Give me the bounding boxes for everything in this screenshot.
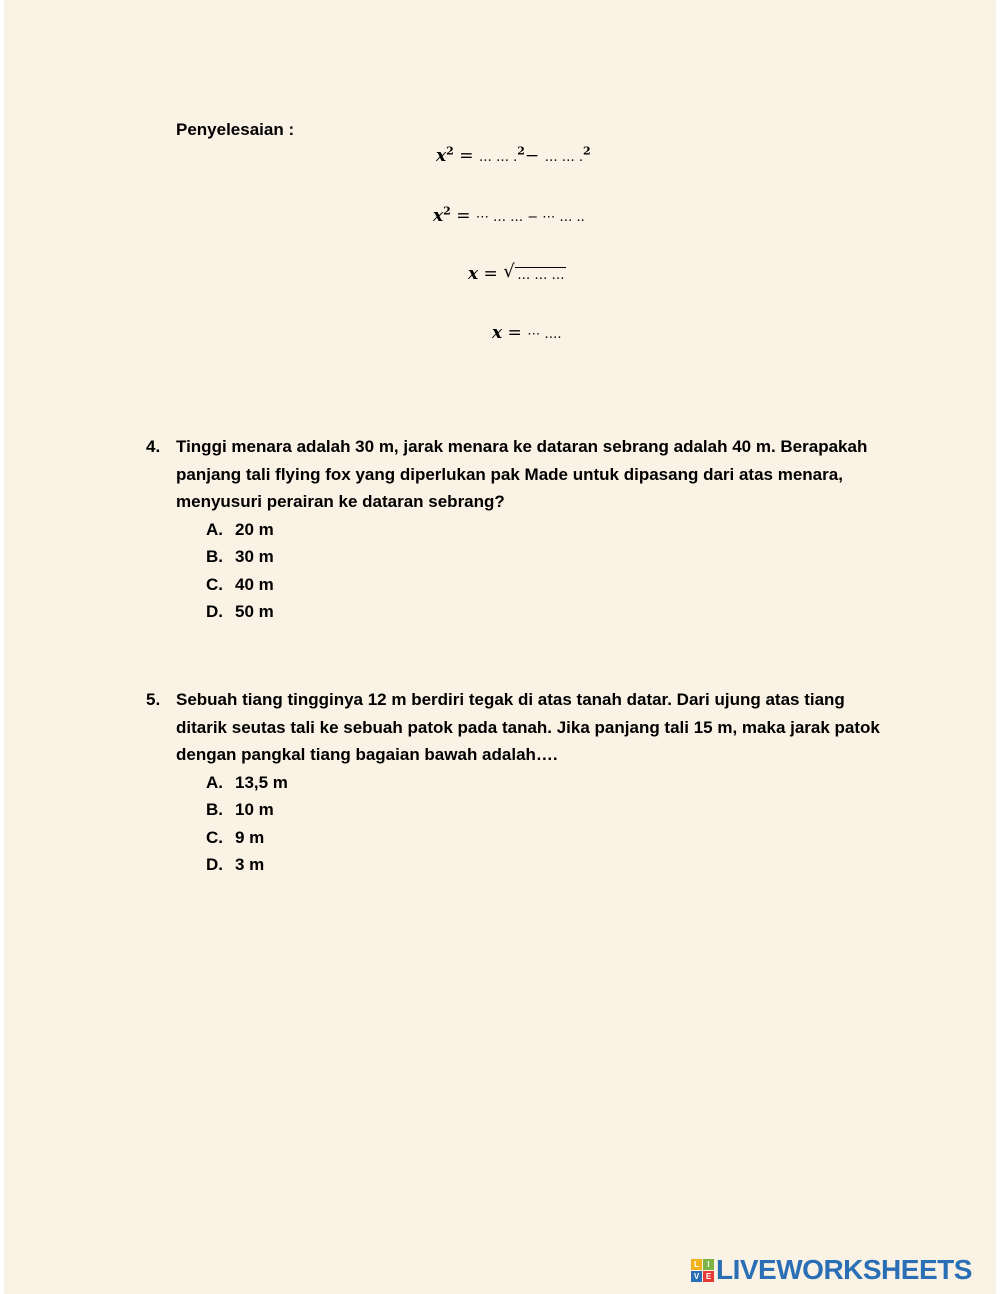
option-a[interactable]: A. 13,5 m [206,772,288,792]
square-root [503,261,566,284]
eq2-variable: x [433,206,444,226]
eq2-equals: = [456,206,471,226]
question-4 [146,433,886,626]
equation-line-3 [468,261,566,284]
logo-tiles-icon [691,1259,714,1282]
option-d[interactable]: D. 50 m [206,602,274,621]
option-d[interactable]: D. 3 m [206,855,265,874]
options-list [206,516,886,626]
eq2-blank[interactable]: ⋯ … … − ⋯ … .. [475,210,585,225]
eq3-variable: x [468,264,479,284]
worksheet-page [4,0,996,1294]
question-text: Tinggi menara adalah 30 m, jarak menara ke dataran sebrang adalah 40 m. Berapakah panjang tali flying fox yang diperlukan pak Made untuk dipasang dari atas menara, menyusuri perairan ke dataran sebrang? [176,437,868,511]
option-a[interactable]: A. 20 m [206,519,274,539]
solution-label: Penyelesaian : [176,120,295,139]
question-number: 5. [146,690,161,709]
equation-line-2 [433,206,585,226]
option-b[interactable]: B. 30 m [206,547,274,566]
question-text: Sebuah tiang tingginya 12 m berdiri tegak di atas tanah datar. Dari ujung atas tiang ditarik seutas tali ke sebuah patok pada tanah. Jika panjang tali 15 m, maka jarak patok dengan pangkal tiang bagaian bawah adalah…. [176,690,880,764]
eq1-blank-2-exponent: 2 [582,144,591,158]
radical-sign-icon: √ [503,261,515,282]
logo-tile: E [703,1271,714,1282]
eq4-equals: = [507,323,522,343]
option-c[interactable]: C. 9 m [206,827,265,847]
eq1-variable: x [436,146,447,166]
eq4-variable: x [492,323,503,343]
eq4-blank[interactable]: ⋯ …. [527,327,562,342]
logo-text: LIVEWORKSHEETS [716,1254,972,1285]
logo-tile: L [691,1259,702,1270]
option-b[interactable]: B. 10 m [206,800,274,819]
equation-line-1 [436,146,591,166]
eq1-blank-2[interactable]: … … . [544,150,583,165]
eq3-radicand-blank[interactable]: … … … [517,268,565,283]
option-c[interactable]: C. 40 m [206,574,274,594]
question-5 [146,686,886,879]
eq1-blank-1-exponent: 2 [517,144,525,158]
eq2-exponent: 2 [443,204,451,218]
eq1-minus: − [524,146,540,166]
logo-tile: V [691,1271,702,1282]
eq1-exponent: 2 [446,144,454,158]
options-list [206,769,886,879]
equation-line-4 [492,323,561,343]
liveworksheets-logo[interactable] [691,1255,972,1285]
eq1-blank-1[interactable]: … … . [478,150,518,165]
eq1-equals: = [459,146,474,166]
eq3-equals: = [483,264,498,284]
question-number: 4. [146,437,161,456]
logo-tile: I [703,1259,714,1270]
